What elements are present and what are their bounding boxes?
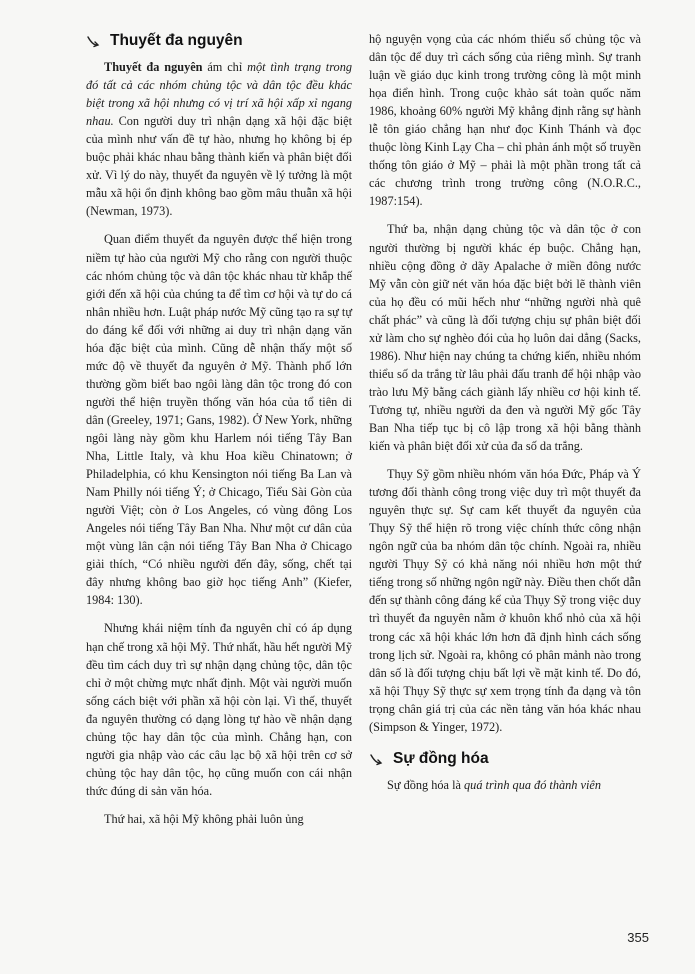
page-number: 355 <box>627 930 649 945</box>
paragraph: Nhưng khái niệm tính đa nguyên chỉ có áp dụng hạn chế trong xã hội Mỹ. Thứ nhất, hầu hết người Mỹ đều tìm cách duy trì sự nhận dạng chủng tộc, dân tộc chỉ ở một chừng mực nhất định. Một vài người muốn sống cách biệt với phần xã hội còn lại. Vì thế, thuyết đa nguyên thường có dạng lòng tự hào về nhận dạng chủng tộc hay dân tộc của mình. Chẳng hạn, con người gia nhập vào các câu lạc bộ xã hội trên cơ sở chủng tộc hay dân tộc, họ cũng muốn con cái nhận thức đúng di sản văn hóa. <box>86 621 352 798</box>
right-column <box>369 30 641 804</box>
text-run: Con người duy trì nhận dạng xã hội đặc biệt của mình như vấn đề tự hào, nhưng họ không bị ép buộc phải khác nhau bằng thành kiến và phân biệt đối xử. Vì lý do này, thuyết đa nguyên về lý tưởng là một mẫu xã hội ổn định không bao gồm mâu thuẫn xã hội (Newman, 1973). <box>86 114 352 219</box>
section-heading-assimilation <box>369 750 641 768</box>
paragraph: Thụy Sỹ gồm nhiều nhóm văn hóa Đức, Pháp và Ý tương đối thành công trong việc duy trì một thuyết đa nguyên thực sự. Sự cam kết thuyết đa nguyên của Thụy Sỹ thể hiện rõ trong việc chính thức công nhận ngôn ngữ của ba nhóm dân tộc chính. Ngoài ra, nhiều người Thụy Sỹ có khả năng nói nhiều hơn một thứ tiếng trong số những ngôn ngữ này. Điều then chốt dẫn đến sự thành công đáng kể của Thụy Sỹ trong việc duy trì thuyết đa nguyên nằm ở khuôn khổ nhỏ của xã hội trong các xã hội khác lớn hơn đã định hình cách sống trong lịch sử. Ngoài ra, không có phân mảnh nào trong dân số là đối tượng chịu bất lợi về mặt kinh tế. Do đó, xã hội Thụy Sỹ thực sự xem trọng tính đa dạng và tôn trọng chân giá trị của các nền tảng văn hóa khác nhau (Simpson & Yinger, 1972). <box>369 467 641 734</box>
paragraph <box>86 58 352 220</box>
definition: quá trình qua đó thành viên <box>464 777 601 792</box>
section-heading-pluralism <box>86 32 352 50</box>
paragraph <box>369 776 641 794</box>
paragraph: Thứ hai, xã hội Mỹ không phải luôn ủng <box>104 811 304 826</box>
paragraph: hộ nguyện vọng của các nhóm thiểu số chủng tộc và dân tộc để duy trì cách sống của riêng mình. Sự tranh luận về giáo dục kinh trong trường công là một minh họa điển hình. Trong cuộc khảo sát toàn quốc năm 1986, khoảng 60% người Mỹ khẳng định rằng sự hành lễ tôn giáo chẳng hạn như đọc Kinh Thánh và đọc thuộc lòng Kinh Lạy Cha – chỉ phản ánh một số truyền thống tôn giáo ở Mỹ – phải là một phần trong tất cả các chương trình trong trường công (N.O.R.C., 1987:154). <box>369 32 641 209</box>
left-column <box>86 30 352 838</box>
definition: một tình trạng trong đó tất cả các nhóm chủng tộc và dân tộc đều khác biệt trong xã hội nhưng có vị trí xã hội xấp xỉ ngang nhau. <box>86 60 352 129</box>
heading-arrow-icon <box>369 752 383 766</box>
paragraph: Thứ ba, nhận dạng chủng tộc và dân tộc ở con người thường bị người khác ép buộc. Chẳng hạn, nhiều cộng đồng ở dãy Apalache ở miền đông nước Mỹ vẫn còn giữ nét văn hóa đặc biệt bởi lẽ thành viên của họ đều có mũi hếch như “những người nhà quê chất phác” và cũng là đối tượng chịu sự phân biệt đối xử làm cho sự nghèo đói của họ luôn dai dẳng (Sacks, 1986). Như hiện nay chúng ta chứng kiến, nhiều nhóm thiểu số da trắng từ lâu phải đấu tranh để hội nhập vào trào lưu Mỹ bằng cách giành lấy nhiều cơ hội kinh tế. Tương tự, nhiều người da đen và người Mỹ gốc Tây Ban Nha tiếp tục bị cô lập trong xã hội bằng thành kiến và phân biệt đối xử của đa số da trắng. <box>369 222 641 454</box>
section-heading-text: Thuyết đa nguyên <box>110 32 243 49</box>
heading-arrow-icon <box>86 34 100 48</box>
paragraph: Quan điểm thuyết đa nguyên được thể hiện trong niềm tự hào của người Mỹ cho rằng con người thuộc các nhóm chủng tộc và dân tộc khác nhau từ khắp thế giới đến xã hội của chúng ta để tìm cơ hội và tự do cá nhân nhiều hơn. Luật pháp nước Mỹ cũng tạo ra sự tự do đáng kể đối với những ai duy trì nhận dạng văn hóa đặc biệt của mình. Cũng dễ nhận thấy một số mức độ về thuyết đa nguyên ở Mỹ. Thành phố lớn thường gồm biết bao ngôi làng dân tộc trong đó con người thể hiện truyền thống văn hóa của tổ tiên di dân (Greeley, 1971; Gans, 1982). Ở New York, những ngôi làng này gồm khu Harlem nói tiếng Tây Ban Nha, Little Italy, và khu Hoa kiều Chinatown; ở Philadelphia, có khu Kensington nói tiếng Ba Lan và Nam Philly nói tiếng Ý; ở Chicago, Tiểu Sài Gòn của người Việt; còn ở Los Angeles, có vùng đông Los Angeles nói tiếng Tây Ban Nha. Như một cư dân của một vùng lân cận nói tiếng Tây Ban Nha ở Chicago giải thích, “Có nhiều người đến đây, sống, chết tại đây nhưng không bao giờ học tiếng Anh” (Kiefer, 1984: 130). <box>86 232 352 608</box>
section-heading-text: Sự đồng hóa <box>393 749 489 767</box>
text-run: ám chỉ <box>202 60 248 75</box>
text-run: Sự đồng hóa là <box>387 777 465 792</box>
key-term: Thuyết đa nguyên <box>104 60 203 75</box>
